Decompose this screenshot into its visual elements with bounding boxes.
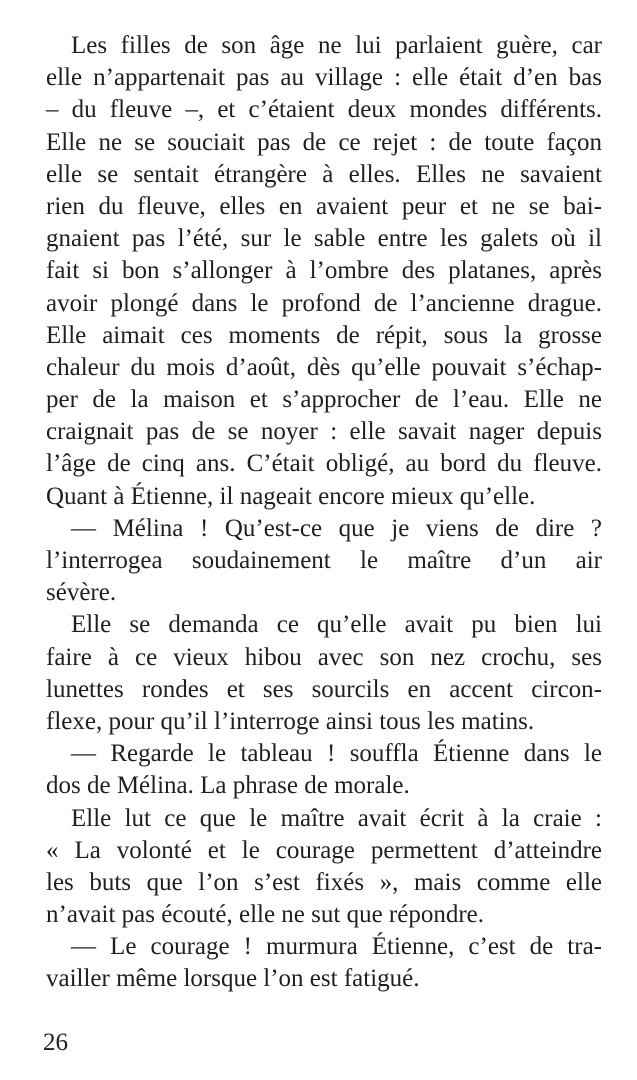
text-line: « La volonté et le courage permettent d’atteindre — [46, 836, 602, 864]
text-line: Quant à Étienne, il nageait encore mieux qu’elle. — [46, 482, 536, 510]
dialogue-line: — Le courage ! murmura Étienne, c’est de tra- — [71, 933, 602, 961]
text-line: rien du fleuve, elles en avaient peur et ne se bai- — [46, 192, 602, 220]
text-line: elle se sentait étrangère à elles. Elles ne savaient — [46, 160, 602, 188]
dialogue-line: — Mélina ! Qu’est-ce que je viens de dire ? — [71, 514, 602, 542]
text-line: flexe, pour qu’il l’interroge ainsi tous les matins. — [46, 707, 535, 735]
text-line: per de la maison et s’approcher de l’eau. Elle ne — [46, 386, 602, 414]
text-line: elle n’appartenait pas au village : elle était d’en bas — [46, 64, 602, 92]
text-line: Elle lut ce que le maître avait écrit à la craie : — [71, 804, 602, 832]
text-line: Elle aimait ces moments de répit, sous la grosse — [46, 321, 602, 349]
text-line: l’âge de cinq ans. C’était obligé, au bord du fleuve. — [46, 450, 602, 478]
text-line: craignait pas de se noyer : elle savait nager depuis — [46, 418, 602, 446]
text-line: Les filles de son âge ne lui parlaient guère, car — [71, 32, 602, 59]
text-line: sévère. — [46, 579, 117, 607]
text-line: Elle se demanda ce qu’elle avait pu bien lui — [71, 611, 602, 639]
dialogue-line: — Regarde le tableau ! souffla Étienne dans le — [71, 740, 602, 768]
text-line: les buts que l’on s’est fixés », mais comme elle — [46, 868, 602, 896]
text-line: lunettes rondes et ses sourcils en accent circon- — [46, 675, 602, 703]
text-line: chaleur du mois d’août, dès qu’elle pouvait s’échap- — [46, 353, 602, 381]
text-line: n’avait pas écouté, elle ne sut que répondre. — [46, 901, 485, 929]
text-line: vailler même lorsque l’on est fatigué. — [46, 965, 420, 993]
text-line: faire à ce vieux hibou avec son nez crochu, ses — [46, 643, 602, 671]
text-line: Elle ne se souciait pas de ce rejet : de toute façon — [46, 128, 602, 156]
text-line: dos de Mélina. La phrase de morale. — [46, 772, 410, 800]
text-line: avoir plongé dans le profond de l’ancienne drague. — [46, 289, 602, 317]
body-text — [46, 30, 602, 996]
page-number: 26 — [43, 1029, 68, 1056]
text-line: – du fleuve –, et c’étaient deux mondes différents. — [46, 96, 602, 124]
text-line: gnaient pas l’été, sur le sable entre les galets où il — [46, 225, 602, 253]
text-line: l’interrogea soudainement le maître d’un air — [46, 547, 602, 574]
text-line: fait si bon s’allonger à l’ombre des platanes, après — [46, 257, 602, 285]
